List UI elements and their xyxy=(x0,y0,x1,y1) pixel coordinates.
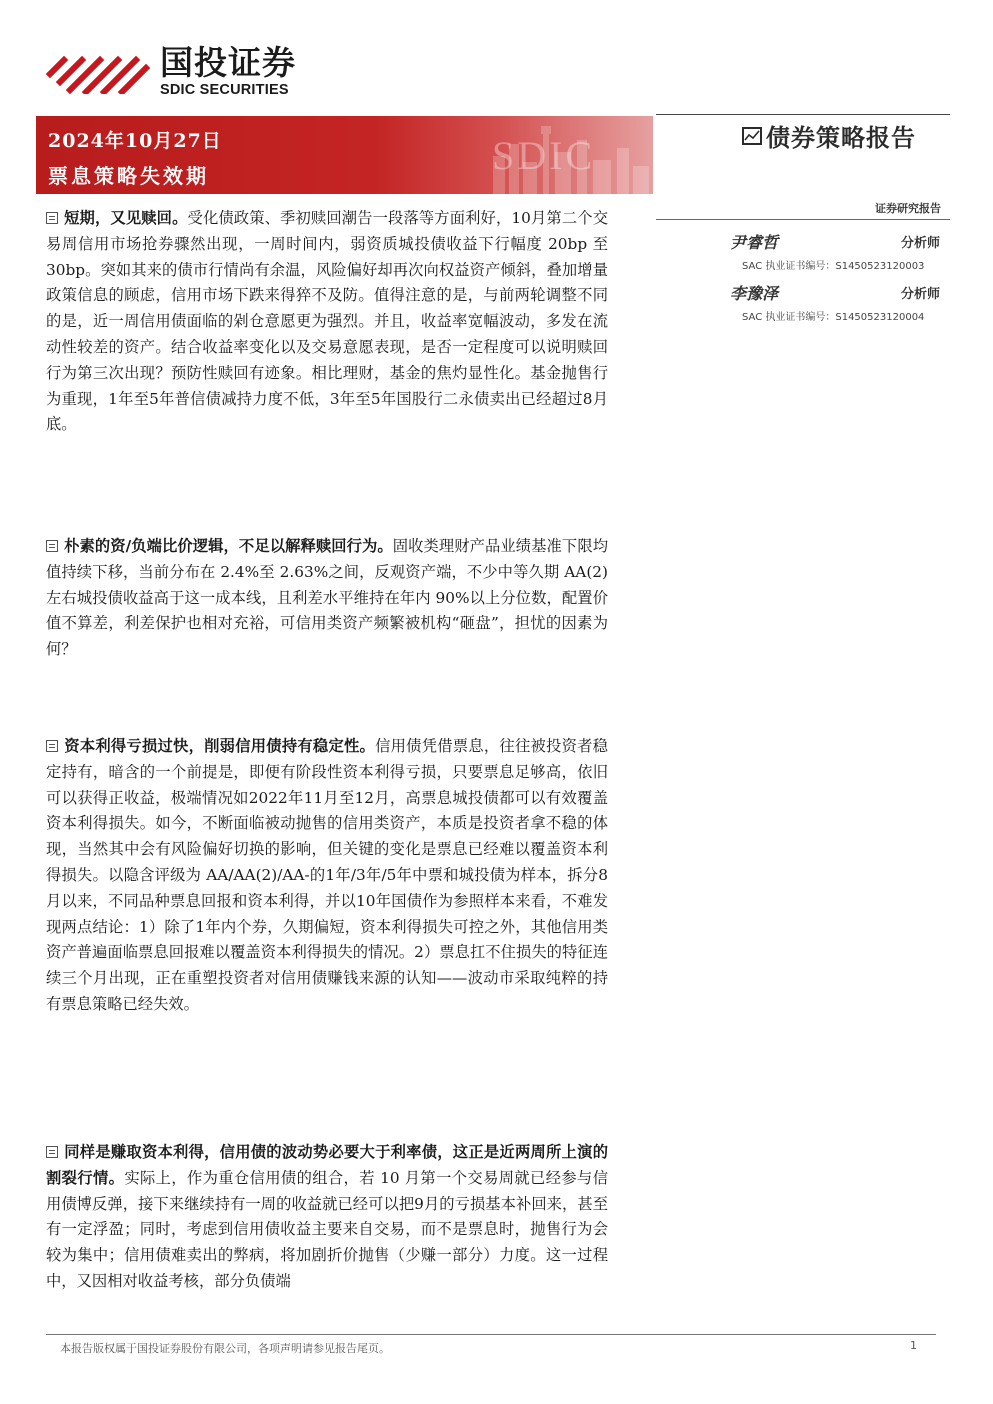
paragraph-text: 受化债政策、季初赎回潮告一段落等方面利好，10月第二个交易周信用市场抢券骤然出现，一周时间内，弱资质城投债收益下行幅度 20bp 至 30bp。突如其来的债市行情尚有余温，风险偏好却再次向权益资产倾斜，叠加增量政策信息的顾虑，信用市场下跌来得猝不及防。值得注意的是，与前两轮调整不同的是，近一周信用债面临的剁仓意愿更为强烈。并且，收益率宽幅波动，多发在流动性较差的资产。结合收益率变化以及交易意愿表现，是否一定程度可以说明赎回行为第三次出现？预防性赎回有迹象。相比理财，基金的焦灼显性化。基金抛售行为重现，1年至5年普信债减持力度不低，3年至5年国股行二永债卖出已经超过8月底。 xyxy=(46,209,608,434)
paragraph-lead: 朴素的资/负端比价逻辑，不足以解释赎回行为。 xyxy=(64,537,393,555)
footer-divider xyxy=(46,1334,936,1335)
footer-disclaimer: 本报告版权属于国投证券股份有限公司，各项声明请参见报告尾页。 xyxy=(60,1342,390,1355)
company-logo xyxy=(46,44,336,100)
body-paragraph xyxy=(46,534,608,663)
analyst-role: 分析师 xyxy=(900,287,940,302)
paragraph-text: 信用债凭借票息，往往被投资者稳定持有，暗含的一个前提是，即便有阶段性资本利得亏损，只要票息足够高，依旧可以获得正收益，极端情况如2022年11月至12月，高票息城投债都可以有效覆盖资本利得损失。如今，不断面临被动抛售的信用类资产，本质是投资者拿不稳的体现，当然其中会有风险偏好切换的影响，但关键的变化是票息已经难以覆盖资本利得损失。以隐含评级为 AA/AA(2)/AA-的1年/3年/5年中票和城投债为样本，拆分8月以来，不同品种票息回报和资本利得，并以10年国债作为参照样本来看，不难发现两点结论：1）除了1年内个券，久期偏短，资本利得损失可控之外，其他信用类资产普遍面临票息回报难以覆盖资本利得损失的情况。2）票息扛不住损失的特征连续三个月出现，正在重塑投资者对信用债赚钱来源的认知——波动市采取纯粹的持有票息策略已经失效。 xyxy=(46,737,608,1013)
bullet-icon xyxy=(46,740,58,752)
bullet-icon xyxy=(46,1146,58,1158)
report-type: 证券研究报告 xyxy=(875,202,941,215)
analyst-name: 尹睿哲 xyxy=(730,233,779,252)
title-banner xyxy=(36,116,653,194)
logo-english-name: SDIC SECURITIES xyxy=(160,82,289,98)
bullet-icon xyxy=(46,212,58,224)
paragraph-lead: 短期，又见赎回。 xyxy=(64,209,188,227)
analyst-name: 李豫泽 xyxy=(730,284,779,303)
paragraph-text: 固收类理财产品业绩基准下限均值持续下移，当前分布在 2.4%至 2.63%之间，反观资产端，不少中等久期 AA(2) 左右城投债收益高于这一成本线，且利差水平维持在年内 90%以上分位数，配置价值不算差，利差保护也相对充裕，可信用类资产频繁被机构“砸盘”，担忧的因素为何？ xyxy=(46,537,608,659)
banner-watermark: SDIC xyxy=(492,133,596,178)
analyst-role: 分析师 xyxy=(900,236,940,251)
page-number: 1 xyxy=(910,1339,917,1352)
bullet-icon xyxy=(46,540,58,552)
paragraph-lead: 资本利得亏损过快，削弱信用债持有稳定性。 xyxy=(64,737,376,755)
paragraph-text: 实际上，作为重仓信用债的组合，若 10 月第一个交易周就已经参与信用债博反弹，接下来继续持有一周的收益就已经可以把9月的亏损基本补回来，甚至有一定浮盈；同时，考虑到信用债收益主要来自交易，而不是票息时，抛售行为会较为集中；信用债难卖出的弊病，将加剧折价抛售（少赚一部分）力度。这一过程中，又因相对收益考核，部分负债端 xyxy=(46,1168,608,1290)
report-date: 2024年10月27日 xyxy=(48,130,222,152)
logo-mark-icon xyxy=(46,46,150,94)
report-title: 票息策略失效期 xyxy=(48,164,209,188)
logo-chinese-name: 国投证券 xyxy=(160,43,296,82)
analyst-cert: SAC 执业证书编号：S1450523120003 xyxy=(742,261,925,272)
chart-icon xyxy=(742,127,762,145)
body-paragraph xyxy=(46,734,608,1018)
report-category-label: 债券策略报告 xyxy=(766,123,916,152)
header-divider xyxy=(656,114,950,115)
paragraph-lead: 同样是赚取资本利得，信用债的波动势必要大于利率债，这正是近两周所上演的割裂行情。 xyxy=(46,1143,608,1187)
analyst-cert: SAC 执业证书编号：S1450523120004 xyxy=(742,312,925,323)
body-paragraph xyxy=(46,206,608,438)
report-category xyxy=(742,118,916,153)
body-paragraph xyxy=(46,1140,608,1326)
header-divider-lower xyxy=(656,219,950,220)
